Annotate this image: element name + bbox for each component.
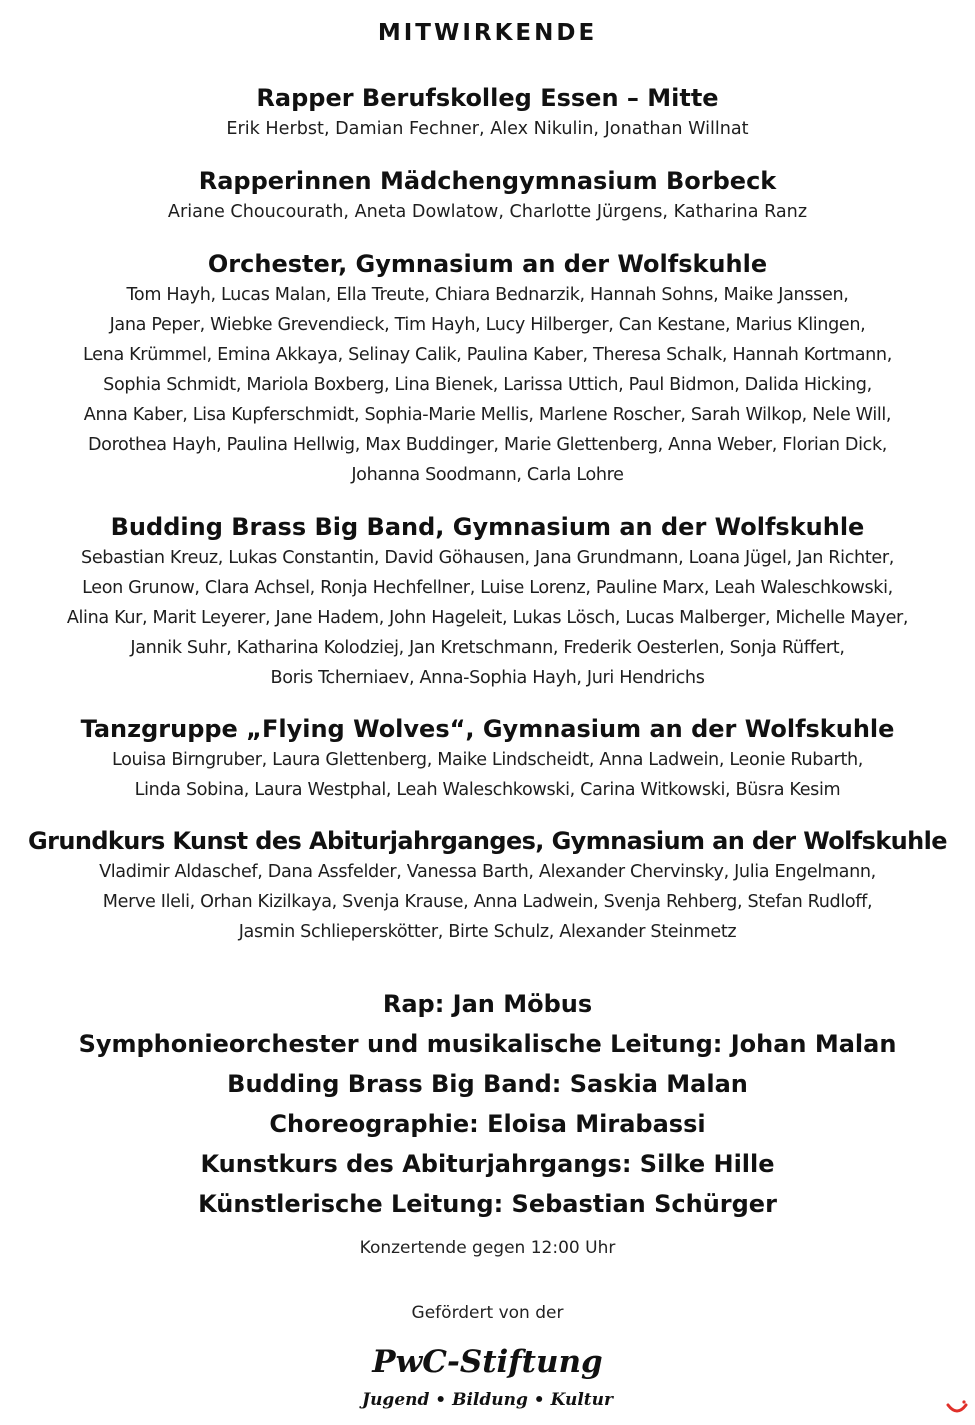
credit-line: Kunstkurs des Abiturjahrgangs: Silke Hille [200, 1150, 775, 1178]
credits-block [0, 984, 975, 1224]
sponsor-logo: PwC-Stiftung [372, 1344, 603, 1380]
member-line: Vladimir Aldaschef, Dana Assfelder, Vanessa Barth, Alexander Chervinsky, Julia Engelmann, [99, 862, 876, 882]
member-line: Jasmin Schlieperskötter, Birte Schulz, Alexander Steinmetz [238, 922, 737, 942]
group-budding-brass [0, 511, 975, 693]
credit-line: Budding Brass Big Band: Saskia Malan [227, 1070, 748, 1098]
group-heading: Rapper Berufskolleg Essen – Mitte [256, 84, 719, 112]
group-rapper-berufskolleg [0, 82, 975, 144]
member-line: Linda Sobina, Laura Westphal, Leah Waleschkowski, Carina Witkowski, Büsra Kesim [134, 780, 841, 800]
member-line: Johanna Soodmann, Carla Lohre [351, 465, 624, 485]
group-heading: Grundkurs Kunst des Abiturjahrganges, Gymnasium an der Wolfskuhle [28, 827, 947, 855]
group-grundkurs-kunst [0, 825, 975, 947]
member-line: Anna Kaber, Lisa Kupferschmidt, Sophia-Marie Mellis, Marlene Roscher, Sarah Wilkop, Nele Will, [83, 405, 892, 425]
member-line: Sophia Schmidt, Mariola Boxberg, Lina Bienek, Larissa Uttich, Paul Bidmon, Dalida Hicking, [103, 375, 872, 395]
group-heading: Budding Brass Big Band, Gymnasium an der Wolfskuhle [110, 513, 865, 541]
group-orchester [0, 248, 975, 490]
group-heading: Orchester, Gymnasium an der Wolfskuhle [207, 250, 768, 278]
credit-line: Symphonieorchester und musikalische Leitung: Johan Malan [78, 1030, 897, 1058]
member-line: Boris Tcherniaev, Anna-Sophia Hayh, Juri Hendrichs [270, 668, 705, 688]
member-line: Sebastian Kreuz, Lukas Constantin, David Göhausen, Jana Grundmann, Loana Jügel, Jan Richter, [81, 548, 894, 568]
member-line: Louisa Birngruber, Laura Glettenberg, Maike Lindscheidt, Anna Ladwein, Leonie Rubarth, [111, 750, 864, 770]
credit-line: Rap: Jan Möbus [382, 990, 593, 1018]
member-line: Erik Herbst, Damian Fechner, Alex Nikulin, Jonathan Willnat [226, 119, 749, 139]
member-line: Merve Ileli, Orhan Kizilkaya, Svenja Krause, Anna Ladwein, Svenja Rehberg, Stefan Rudloff, [102, 892, 873, 912]
member-line: Tom Hayh, Lucas Malan, Ella Treute, Chiara Bednarzik, Hannah Sohns, Maike Janssen, [126, 285, 849, 305]
member-line: Ariane Choucourath, Aneta Dowlatow, Charlotte Jürgens, Katharina Ranz [167, 202, 808, 222]
credit-line: Künstlerische Leitung: Sebastian Schürger [198, 1190, 777, 1218]
page-title: MITWIRKENDE [377, 20, 598, 46]
member-line: Jana Peper, Wiebke Grevendieck, Tim Hayh, Lucy Hilberger, Can Kestane, Marius Klingen, [109, 315, 866, 335]
group-rapperinnen-borbeck [0, 165, 975, 227]
sponsor-intro: Gefördert von der [411, 1303, 564, 1323]
member-line: Leon Grunow, Clara Achsel, Ronja Hechfellner, Luise Lorenz, Pauline Marx, Leah Waleschkowski, [82, 578, 893, 598]
credit-line: Choreographie: Eloisa Mirabassi [269, 1110, 706, 1138]
group-heading: Rapperinnen Mädchengymnasium Borbeck [198, 167, 777, 195]
member-line: Alina Kur, Marit Leyerer, Jane Hadem, John Hageleit, Lukas Lösch, Lucas Malberger, Michelle Mayer, [66, 608, 909, 628]
member-line: Lena Krümmel, Emina Akkaya, Selinay Calik, Paulina Kaber, Theresa Schalk, Hannah Kortmann, [83, 345, 892, 365]
group-heading: Tanzgruppe „Flying Wolves“, Gymnasium an der Wolfskuhle [80, 715, 895, 743]
smile-icon [945, 1399, 969, 1419]
member-line: Dorothea Hayh, Paulina Hellwig, Max Buddinger, Marie Glettenberg, Anna Weber, Florian Dick, [87, 435, 888, 455]
sponsor-tagline: Jugend • Bildung • Kultur [362, 1390, 613, 1410]
member-line: Jannik Suhr, Katharina Kolodziej, Jan Kretschmann, Frederik Oesterlen, Sonja Rüffert, [130, 638, 845, 658]
group-tanzgruppe [0, 713, 975, 805]
concert-end-note: Konzertende gegen 12:00 Uhr [359, 1238, 616, 1258]
